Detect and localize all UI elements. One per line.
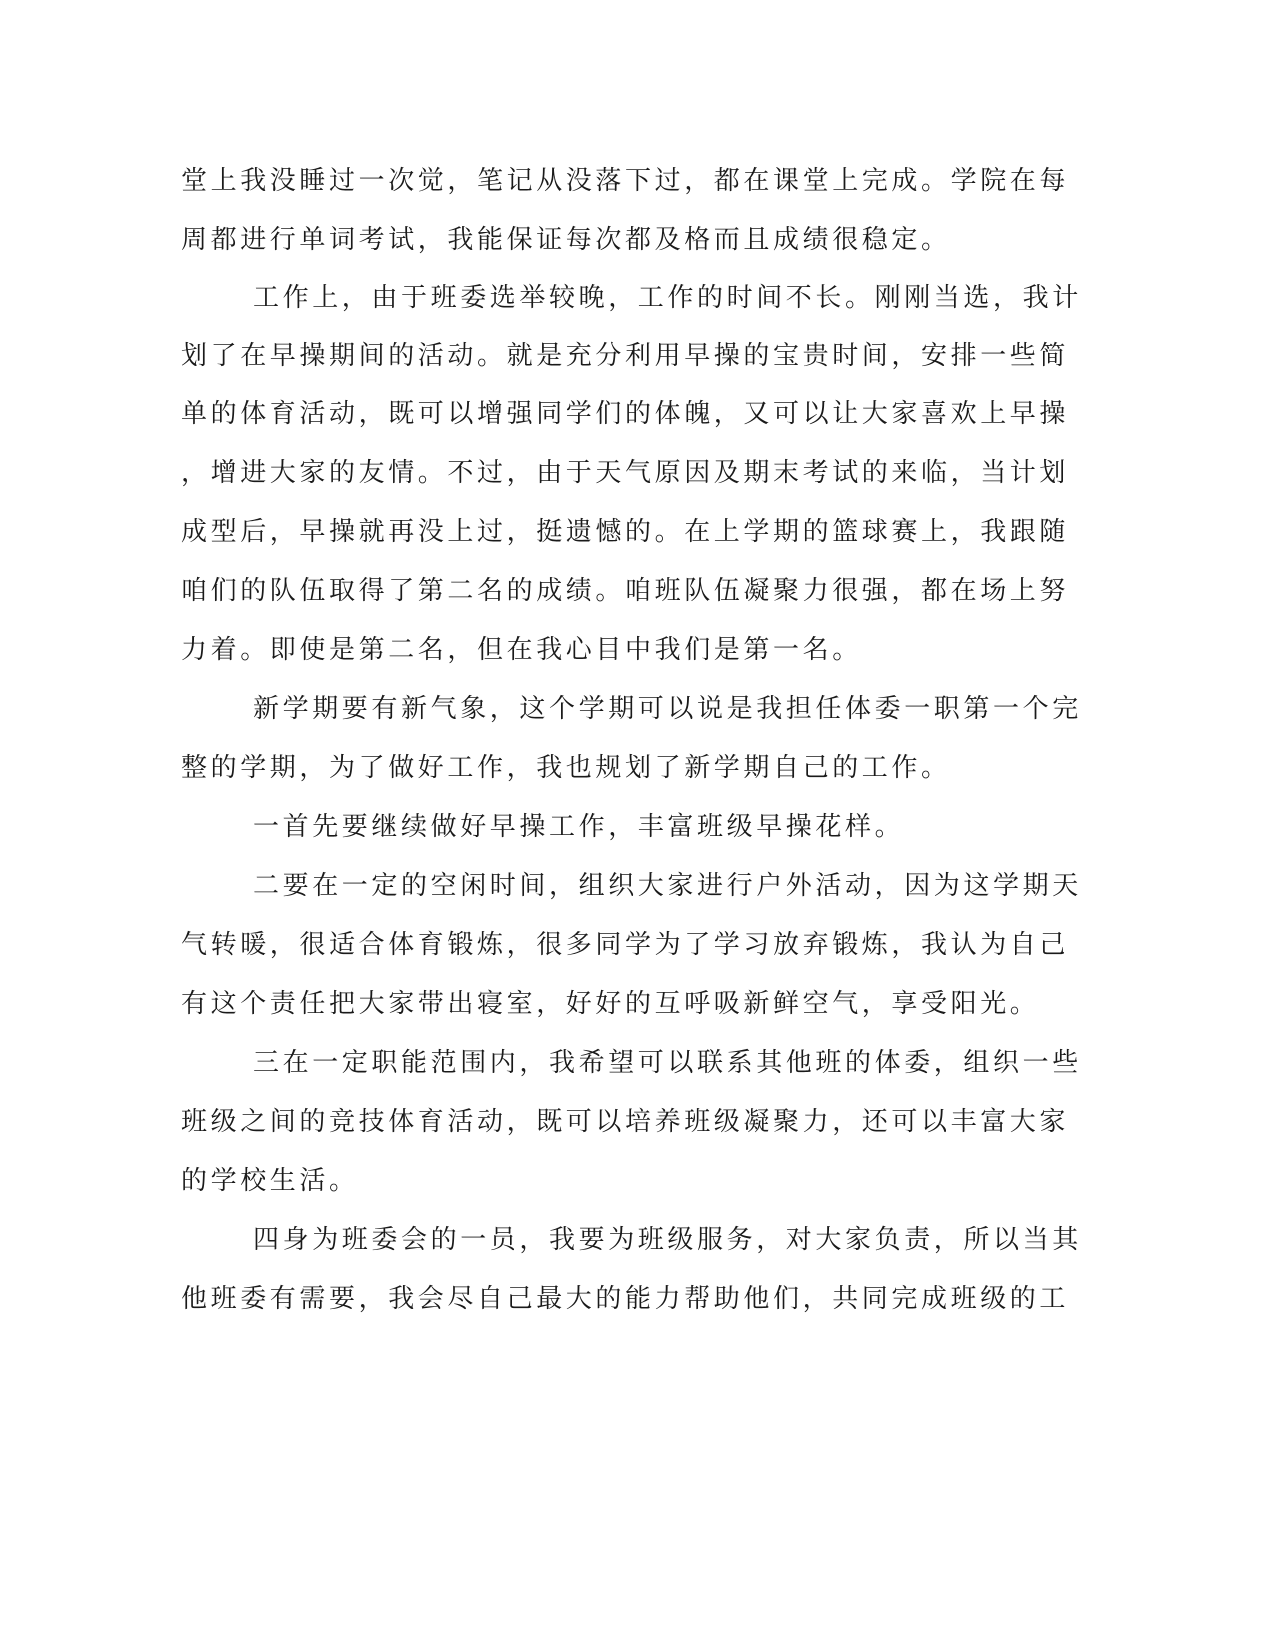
text-line: 力着。即使是第二名，但在我心目中我们是第一名。 [181, 635, 862, 665]
text-line: 气转暖，很适合体育锻炼，很多同学为了学习放弃锻炼，我认为自己 [181, 930, 1070, 960]
paragraph-first-line: 四身为班委会的一员，我要为班级服务，对大家负责，所以当其 [253, 1225, 1082, 1255]
text-line: 划了在早操期间的活动。就是充分利用早操的宝贵时间，安排一些简 [181, 341, 1070, 371]
paragraph-first-line: 二要在一定的空闲时间，组织大家进行户外活动，因为这学期天 [253, 871, 1082, 901]
text-line: ，增进大家的友情。不过，由于天气原因及期末考试的来临，当计划 [181, 458, 1070, 488]
paragraph-first-line: 工作上，由于班委选举较晚，工作的时间不长。刚刚当选，我计 [253, 283, 1082, 313]
paragraph-first-line: 三在一定职能范围内，我希望可以联系其他班的体委，组织一些 [253, 1048, 1082, 1078]
text-line: 周都进行单词考试，我能保证每次都及格而且成绩很稳定。 [181, 225, 951, 255]
text-line: 有这个责任把大家带出寝室，好好的互呼吸新鲜空气，享受阳光。 [181, 989, 1040, 1019]
text-line: 整的学期，为了做好工作，我也规划了新学期自己的工作。 [181, 753, 951, 783]
text-line: 的学校生活。 [181, 1166, 359, 1196]
text-line: 单的体育活动，既可以增强同学们的体魄，又可以让大家喜欢上早操 [181, 399, 1070, 429]
paragraph-first-line: 一首先要继续做好早操工作，丰富班级早操花样。 [253, 812, 905, 842]
paragraph-first-line: 新学期要有新气象，这个学期可以说是我担任体委一职第一个完 [253, 694, 1082, 724]
text-line: 咱们的队伍取得了第二名的成绩。咱班队伍凝聚力很强，都在场上努 [181, 576, 1070, 606]
text-line: 成型后，早操就再没上过，挺遗憾的。在上学期的篮球赛上，我跟随 [181, 517, 1070, 547]
text-line: 他班委有需要，我会尽自己最大的能力帮助他们，共同完成班级的工 [181, 1284, 1070, 1314]
text-line: 堂上我没睡过一次觉，笔记从没落下过，都在课堂上完成。学院在每 [181, 166, 1070, 196]
text-line: 班级之间的竞技体育活动，既可以培养班级凝聚力，还可以丰富大家 [181, 1107, 1070, 1137]
